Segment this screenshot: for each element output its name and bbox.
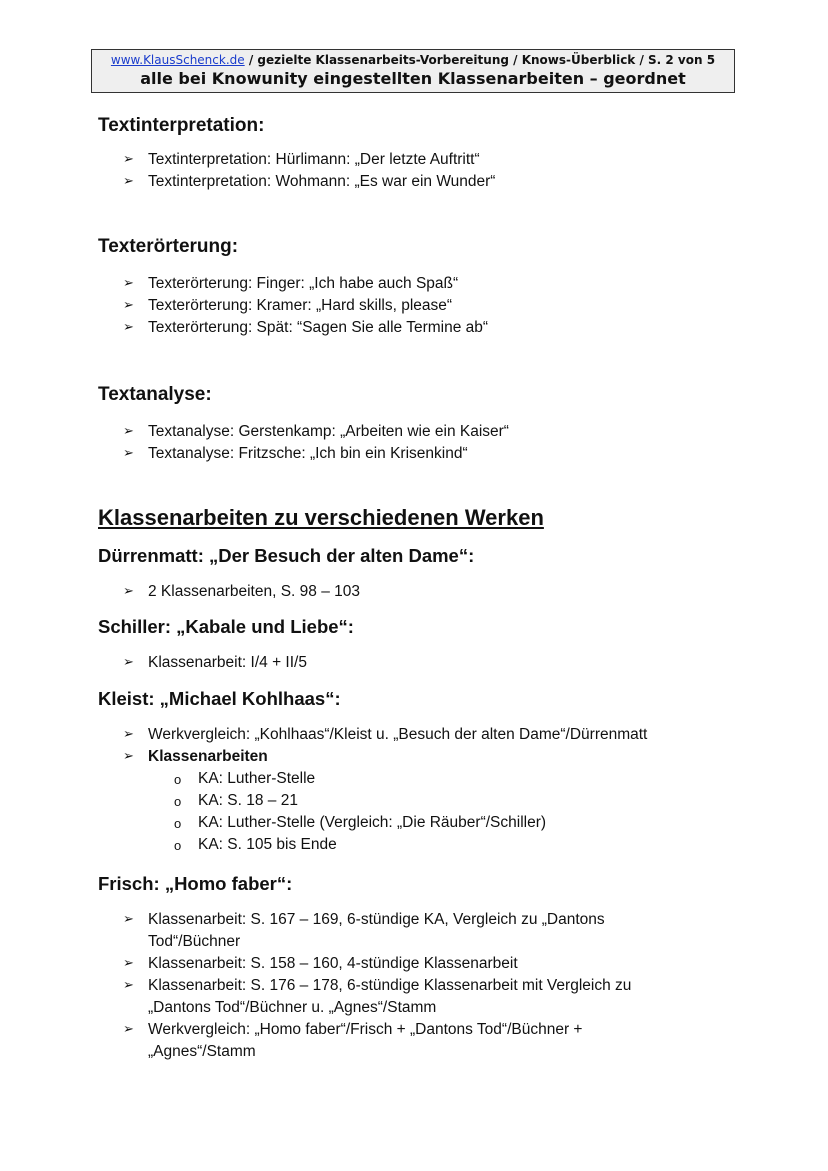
list-item: ➢ 2 Klassenarbeiten, S. 98 – 103 — [98, 581, 778, 603]
page-header — [91, 49, 735, 93]
section-heading-textanalyse: Textanalyse: — [98, 384, 212, 405]
list-item: ➢ Klassenarbeit: S. 167 – 169, 6-stündige KA, Vergleich zu „Dantons Tod“/Büchner — [98, 909, 678, 953]
list-texterorterung — [98, 273, 778, 339]
list-item: ➢ Texterörterung: Spät: “Sagen Sie alle Termine ab“ — [98, 317, 778, 339]
header-title: alle bei Knowunity eingestellten Klassenarbeiten – geordnet — [140, 69, 686, 88]
list-durrenmatt — [98, 581, 778, 603]
subheading-klassenarbeiten: Klassenarbeiten — [148, 748, 268, 765]
list-item: ➢ Textinterpretation: Hürlimann: „Der letzte Auftritt“ — [98, 149, 778, 171]
work-heading-frisch: Frisch: „Homo faber“: — [98, 873, 293, 894]
list-item: ➢ Textanalyse: Gerstenkamp: „Arbeiten wie ein Kaiser“ — [98, 421, 778, 443]
work-heading-kleist: Kleist: „Michael Kohlhaas“: — [98, 688, 341, 709]
list-item: ➢ Textanalyse: Fritzsche: „Ich bin ein Krisenkind“ — [98, 443, 778, 465]
header-line-1 — [92, 53, 734, 67]
list-textinterpretation — [98, 149, 778, 193]
list-frisch — [98, 909, 678, 1063]
list-schiller — [98, 652, 778, 674]
list-item: ➢ Textinterpretation: Wohmann: „Es war ein Wunder“ — [98, 171, 778, 193]
section-heading-texterorterung: Texterörterung: — [98, 236, 239, 257]
list-item: ➢ Klassenarbeit: I/4 + II/5 — [98, 652, 778, 674]
list-item: ➢ Werkvergleich: „Homo faber“/Frisch + „Dantons Tod“/Büchner + „Agnes“/Stamm — [98, 1019, 678, 1063]
list-kleist — [98, 724, 778, 856]
sublist-kleist — [98, 768, 778, 856]
list-item: ➢ Klassenarbeit: S. 158 – 160, 4-stündige Klassenarbeit — [98, 953, 678, 975]
section-heading-textinterpretation: Textinterpretation: — [98, 115, 265, 136]
document-body — [98, 112, 778, 1063]
list-item-klassenarbeiten — [98, 746, 778, 856]
header-subtitle: / gezielte Klassenarbeits-Vorbereitung / Knows-Überblick / S. 2 von 5 — [244, 53, 716, 67]
sublist-item: o KA: S. 18 – 21 — [98, 790, 778, 812]
list-item: ➢ Texterörterung: Kramer: „Hard skills, please“ — [98, 295, 778, 317]
list-item: ➢ Klassenarbeit: S. 176 – 178, 6-stündige Klassenarbeit mit Vergleich zu „Dantons Tod“/Büchner u. „Agnes“/Stamm — [98, 975, 678, 1019]
sublist-item: o KA: Luther-Stelle (Vergleich: „Die Räuber“/Schiller) — [98, 812, 778, 834]
list-item: ➢ Texterörterung: Finger: „Ich habe auch Spaß“ — [98, 273, 778, 295]
sublist-item: o KA: S. 105 bis Ende — [98, 834, 778, 856]
work-heading-durrenmatt: Dürrenmatt: „Der Besuch der alten Dame“: — [98, 545, 475, 566]
website-link[interactable]: www.KlausSchenck.de — [110, 53, 245, 67]
work-heading-schiller: Schiller: „Kabale und Liebe“: — [98, 616, 354, 637]
list-item: ➢ Werkvergleich: „Kohlhaas“/Kleist u. „Besuch der alten Dame“/Dürrenmatt — [98, 724, 778, 746]
sublist-item: o KA: Luther-Stelle — [98, 768, 778, 790]
list-textanalyse — [98, 421, 778, 465]
works-title: Klassenarbeiten zu verschiedenen Werken — [98, 505, 544, 530]
